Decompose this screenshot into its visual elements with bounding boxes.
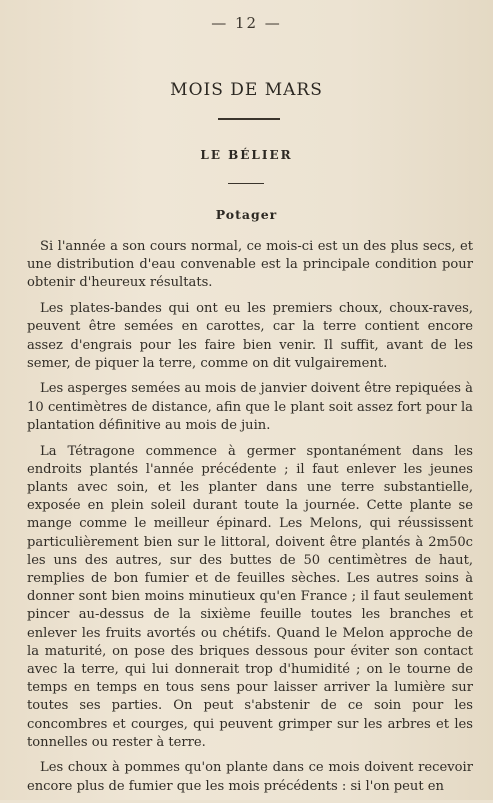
paragraph: La Tétragone commence à germer spontanément dans les endroits plantés l'année précédente ; il faut enlever les jeunes plants avec soin, et les planter dans une terre substantielle, exposée en plein soleil durant toute la journée. Cette plante se mange comme le meilleur épinard. Les Melons, qui réussissent particulièrement bien sur le littoral, doivent être plantés à 2m50c les uns des autres, sur des buttes de 50 centimètres de haut, remplies de bon fumier et de feuilles sèches. Les autres soins à donner sont bien moins minutieux qu'en France ; il faut seulement pincer au-dessus de la sixième feuille toutes les branches et enlever les fruits avortés ou chétifs. Quand le Melon approche de la maturité, on pose des briques dessous pour éviter son contact avec la terre, qui lui donnerait trop d'humidité ; on le tourne de temps en temps en tous sens pour laisser arriver la lumière sur toutes ses parties. On peut s'abstenir de ce soin pour les concombres et courges, qui peuvent grimper sur les arbres et les tonnelles ou rester à terre. [27,443,473,750]
paragraph: Si l'année a son cours normal, ce mois-ci est un des plus secs, et une distribution d'eau convenable est la principale condition pour obtenir d'heureux résultats. [27,239,473,291]
zodiac-heading: LE BÉLIER [200,148,293,162]
paragraph: Les plates-bandes qui ont eu les premiers choux, choux-raves, peuvent être semées en carottes, car la terre contient encore assez d'engrais pour les faire bien venir. Il suffit, avant de les semer, de piquer la terre, comme on dit vulgairement. [27,301,473,371]
page-title: MOIS DE MARS [170,80,323,100]
page-number: — 12 — [211,14,282,32]
paragraph: Les asperges semées au mois de janvier doivent être repiquées à 10 centimètres de distance, afin que le plant soit assez fort pour la plantation définitive au mois de juin. [27,381,473,433]
paragraph: Les choux à pommes qu'on plante dans ce mois doivent recevoir encore plus de fumier que les mois précédents : si l'on peut en [27,760,473,794]
zodiac-divider [228,183,264,184]
section-heading: Potager [215,207,278,222]
title-divider [218,118,280,120]
body-text [27,238,473,803]
